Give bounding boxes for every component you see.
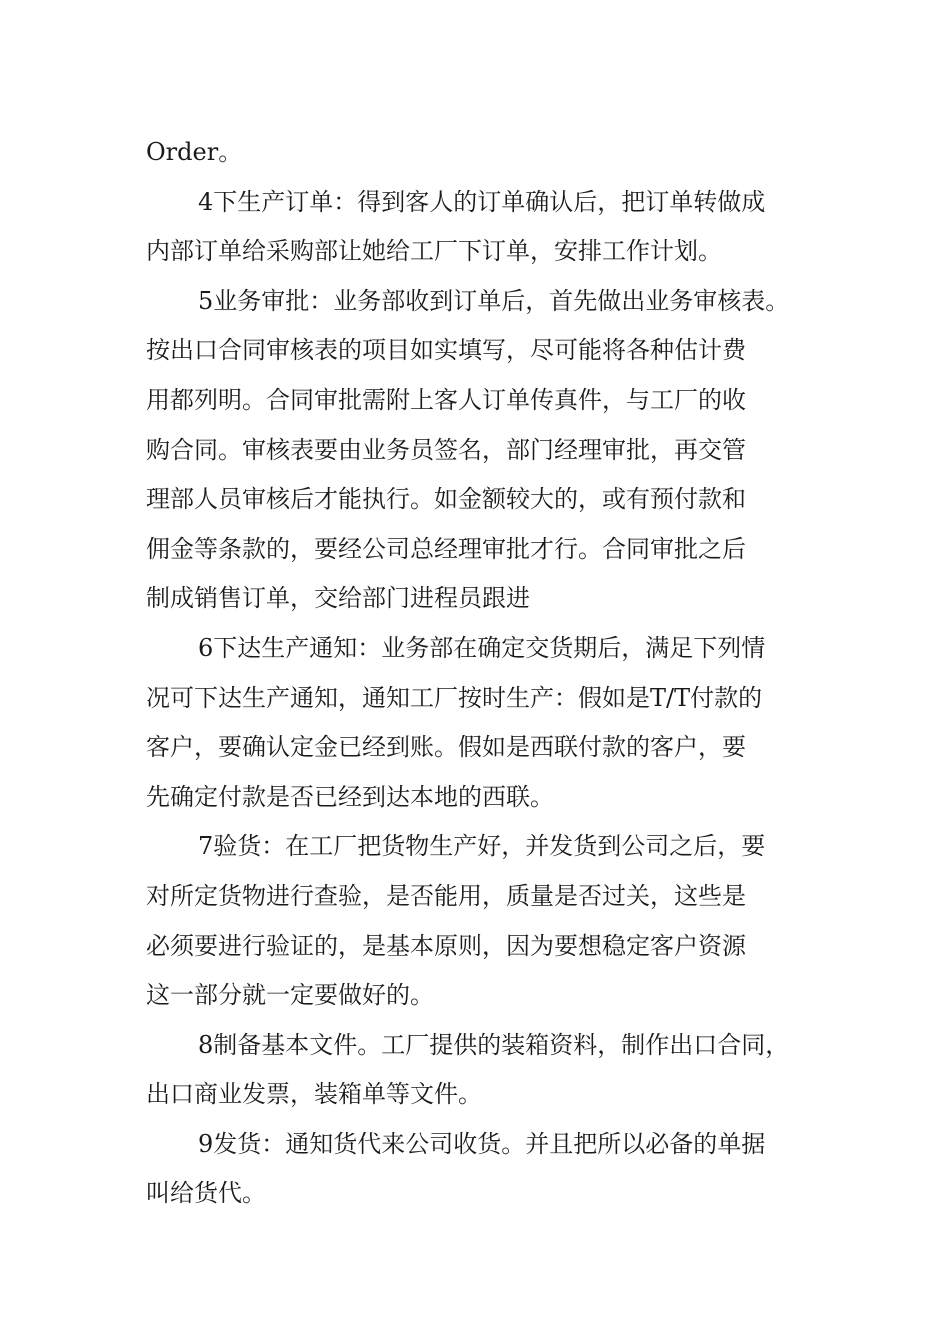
text-line: 按出口合同审核表的项目如实填写，尽可能将各种估计费 <box>146 336 746 365</box>
text-line: 叫给货代。 <box>146 1179 266 1208</box>
text-line: 购合同。审核表要由业务员签名，部门经理审批，再交管 <box>146 435 746 464</box>
text-line: 先确定付款是否已经到达本地的西联。 <box>146 782 554 811</box>
paragraph-step-4 <box>146 178 808 277</box>
text-line: 客户，要确认定金已经到账。假如是西联付款的客户，要 <box>146 733 746 762</box>
text-line: 对所定货物进行查验，是否能用，质量是否过关，这些是 <box>146 881 746 910</box>
paragraph-step-5 <box>146 277 808 624</box>
text-line: 制成销售订单，交给部门进程员跟进 <box>146 584 530 613</box>
text-line: 9发货：通知货代来公司收货。并且把所以必备的单据 <box>198 1129 766 1158</box>
text-line: 用都列明。合同审批需附上客人订单传真件，与工厂的收 <box>146 385 746 414</box>
paragraph-step-8 <box>146 1021 808 1120</box>
document-body <box>146 128 808 1219</box>
text-line: 内部订单给采购部让她给工厂下订单，安排工作计划。 <box>146 237 722 266</box>
text-line: 必须要进行验证的，是基本原则，因为要想稳定客户资源 <box>146 931 746 960</box>
paragraph-step-6 <box>146 624 808 822</box>
text-line: 8制备基本文件。工厂提供的装箱资料，制作出口合同， <box>198 1030 790 1059</box>
paragraph-step-7 <box>146 822 808 1020</box>
text-line: 6下达生产通知：业务部在确定交货期后，满足下列情 <box>198 633 766 662</box>
text-line: 5业务审批：业务部收到订单后，首先做出业务审核表。 <box>198 286 790 315</box>
text-line: 况可下达生产通知，通知工厂按时生产：假如是T/T付款的 <box>146 683 763 712</box>
text-line: 4下生产订单：得到客人的订单确认后，把订单转做成 <box>198 187 766 216</box>
text-line: 7验货：在工厂把货物生产好，并发货到公司之后，要 <box>198 832 766 861</box>
text-line: Order。 <box>146 138 243 166</box>
text-line: 出口商业发票，装箱单等文件。 <box>146 1080 482 1109</box>
text-line: 理部人员审核后才能执行。如金额较大的，或有预付款和 <box>146 485 746 514</box>
paragraph-step-9 <box>146 1120 808 1219</box>
text-line: 这一部分就一定要做好的。 <box>146 981 434 1010</box>
text-line: 佣金等条款的，要经公司总经理审批才行。合同审批之后 <box>146 534 746 563</box>
paragraph-order-continuation <box>146 128 808 178</box>
